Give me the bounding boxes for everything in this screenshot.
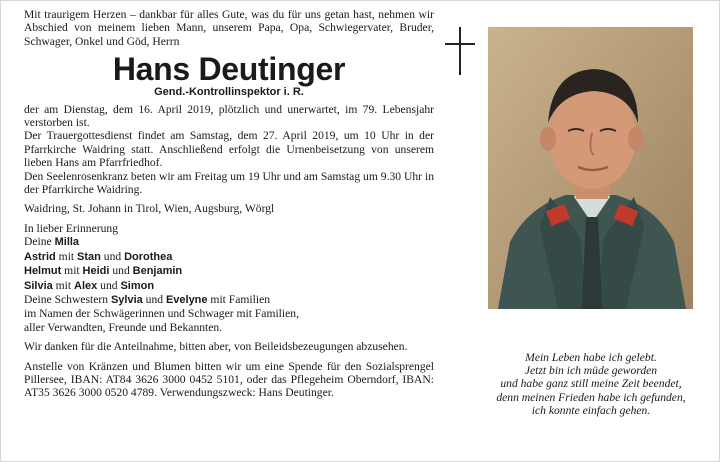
donation-text: Anstelle von Kränzen und Blumen bitten wir um eine Spende für den Sozialsprengel Pillersee, IBAN: AT84 3626 3000 0452 5101, oder das Pflegeheim Oberndorf, IBAN: AT35 3626 3000 0520 4789. Verwendungszweck: Hans Deutinger. (24, 359, 434, 400)
wife-line: Deine Milla (24, 235, 80, 249)
places-text: Waidring, St. Johann in Tirol, Wien, Augsburg, Wörgl (24, 202, 275, 216)
family-list (24, 222, 434, 334)
portrait-photo (488, 27, 693, 309)
child-line: Astrid mit Stan und Dorothea (24, 249, 173, 263)
rosary-text: Den Seelenrosenkranz beten wir am Freitag um 19 Uhr und am Samstag um 9.30 Uhr in der Pfarrkirche Waidring. (24, 169, 434, 197)
poem-line: denn meinen Frieden habe ich gefunden, (496, 390, 686, 404)
poem-line: ich konnte einfach gehen. (531, 403, 651, 417)
sisters-line: Deine Schwestern Sylvia und Evelyne mit Familien (24, 292, 271, 306)
intro-text: Mit traurigem Herzen – dankbar für alles Gute, was du für uns getan hast, nehmen wir Abschied von meinem lieben Mann, unserem Papa, Opa, Schwiegervater, Bruder, Schwager, Onkel und Göd, Herrn (24, 8, 434, 48)
child-line: Helmut mit Heidi und Benjamin (24, 264, 183, 278)
deceased-title: Gend.-Kontrollinspektor i. R. (154, 86, 304, 99)
child-line: Silvia mit Alex und Simon (24, 278, 155, 292)
inlaws-line: im Namen der Schwägerinnen und Schwager mit Familien, (24, 307, 299, 321)
thanks-text: Wir danken für die Anteilnahme, bitten aber, von Beileidsbezeugungen abzusehen. (24, 340, 408, 354)
deceased-name: Hans Deutinger (112, 51, 346, 88)
poem-line: Mein Leben habe ich gelebt. (525, 351, 657, 364)
memory-line: In lieber Erinnerung (24, 221, 119, 235)
poem-line: und habe ganz still meine Zeit beendet, (500, 377, 682, 391)
funeral-text: Der Trauergottesdienst findet am Samstag, dem 27. April 2019, um 10 Uhr in der Pfarrkirche Waidring statt. Anschließend erfolgt die Urnenbeisetzung von unserem lieben Hans am Pfarrfriedhof. (24, 129, 434, 170)
death-text: der am Dienstag, dem 16. April 2019, plötzlich und unerwartet, im 79. Lebensjahr verstorben ist. (24, 102, 434, 130)
poem (471, 351, 711, 417)
poem-line: Jetzt bin ich müde geworden (524, 364, 658, 378)
cross-icon (445, 27, 475, 75)
obituary-text-column (24, 8, 434, 400)
relatives-line: aller Verwandten, Freunde und Bekannten. (24, 320, 223, 334)
